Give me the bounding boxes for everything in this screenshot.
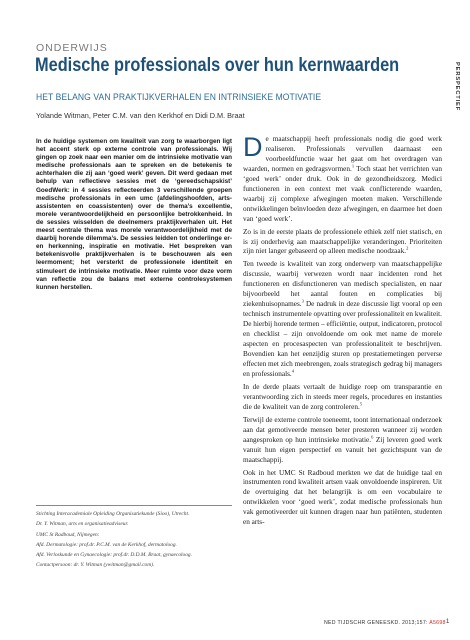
body-paragraph bbox=[243, 260, 442, 379]
side-tag: PERSPECTIEF bbox=[454, 62, 460, 112]
journal-citation bbox=[324, 620, 446, 626]
abstract: In de huidige systemen om kwaliteit van zorg te waarborgen ligt het accent sterk op externe controle van professionals. Wij gingen op zoek naar een manier om de intrinsieke motivatie van medische professionals aan te spreken en de betekenis te achterhalen die zij aan ‘goed werk’ geven. Dit werd gedaan met behulp van reflectieve sessies met de ‘gereedschapskist’ GoedWerk: in 4 sessies reflecteerden 3 verschillende groepen medische professionals in een umc (afdelingshoofden, arts-assistenten en coassistenten) over de thema’s excellentie, morele verantwoordelijkheid en persoonlijke betrokkenheid. In de sessies wisselden de deelnemers praktijkverhalen uit. Het meest centrale thema was morele verantwoordelijkheid met de daarbij horende dilemma’s. De sessies leidden tot onderlinge er- en herkenning, inspiratie en motivatie. Het bespreken van betekenisvolle praktijkverhalen is te beschouwen als een leermoment; het versterkt de professionele identiteit en stimuleert de intrinsieke motivatie. Meer ruimte voor deze vorm van reflectie zou de balans met externe controlesystemen kunnen herstellen. bbox=[36, 138, 232, 291]
body-paragraph bbox=[243, 469, 442, 529]
body-paragraph bbox=[243, 383, 442, 413]
footnote-affiliation: Stichting Interacademiale Opleiding Organisatiekunde (Sioo), Utrecht. bbox=[36, 511, 190, 517]
article-code: A5698 bbox=[429, 620, 446, 626]
paragraph-text: In de derde plaats vertaalt de huidige roep om transparantie en verantwoording zich in steeds meer regels, procedures en instanties die de kwaliteit van de zorg controleren. bbox=[243, 382, 442, 411]
paragraph-text-tail: Toch staat het verrichten van ‘goed werk’ onder druk. Ook in de gezondheidszorg. Medici functioneren in een context met vaak conflicterende waarden, waarbij zij complexe afwegingen moeten maken. Verschillende ontwikkelingen beïnvloeden deze afwegingen, en daarmee het doen van ‘goed werk’. bbox=[243, 164, 442, 223]
paragraph-text: Ten tweede is kwaliteit van zorg onderwerp van maatschappelijke discussie, waarbij verwezen wordt naar incidenten rond het functioneren en disfunctioneren van medisch specialisten, en naar bijvoorbeeld het aantal fouten en complicaties bij ziekenhuisopnames. bbox=[243, 260, 442, 309]
article-subtitle: HET BELANG VAN PRAKTIJKVERHALEN EN INTRINSIEKE MOTIVATIE bbox=[36, 92, 322, 103]
reference-marker: 6 bbox=[371, 434, 374, 440]
body-text bbox=[243, 132, 442, 531]
footnotes bbox=[36, 509, 232, 571]
reference-marker: 3 bbox=[301, 298, 304, 304]
footnote-author-3: Afd. Verloskunde en Gynaecologie: prof.dr. D.D.M. Braat, gynaecoloog. bbox=[36, 552, 192, 559]
footnote-affiliation-umc: UMC St Radboud, Nijmegen: bbox=[36, 531, 100, 538]
paragraph-text: Zo is in de eerste plaats de professionele ethiek zelf niet statisch, en is zij onderhevig aan maatschappelijke veranderingen. Prioriteiten zijn niet langer gebaseerd op alleen medische noodzaak. bbox=[243, 227, 442, 256]
paragraph-text: Terwijl de externe controle toeneemt, toont internationaal onderzoek aan dat gemotiveerde mensen beter presteren wanneer zij worden aangesproken op hun intrinsieke motivatie. bbox=[243, 415, 442, 444]
paragraph-text-tail: Zij leveren goed werk vanuit hun eigen perspectief en vanuit het gezichtspunt van de maatschappij. bbox=[243, 435, 442, 464]
body-paragraph bbox=[243, 228, 442, 258]
drop-cap: D bbox=[243, 132, 263, 162]
page-number: 1 bbox=[446, 619, 450, 625]
article-title: Medische professionals over hun kernwaarden bbox=[35, 55, 400, 76]
body-paragraph bbox=[243, 132, 442, 225]
body-paragraph bbox=[243, 416, 442, 466]
paragraph-text: e maatschappij heeft professionals nodig die goed werk realiseren. Professionals vervullen daarnaast een voorbeeldfunctie waar het gaat om het overdragen van waarden, normen en gedragsvormen. bbox=[243, 135, 442, 173]
paragraph-text: Ook in het UMC St Radboud merkten we dat de huidige taal en instrumenten rond kwaliteit artsen vaak onvoldoende inspireren. Uit de overtuiging dat het belangrijk is om een vocabulaire te ontwikkelen voor ‘goed werk’, zodat medische professionals hun vak gemotiveerder uit kunnen dragen naar hun patiënten, studenten en arts- bbox=[243, 468, 442, 527]
reference-marker: 4 bbox=[291, 368, 294, 374]
footnote-divider bbox=[36, 505, 232, 506]
footnote-contact: Contactpersoon: dr. Y. Witman (ywitman@gmail.com). bbox=[36, 562, 155, 569]
footnote-author-2: Afd. Dermatologie: prof.dr. P.C.M. van de Kerkhof, dermatoloog. bbox=[36, 541, 177, 548]
footnote-author-1: Dr. Y. Witman, arts en organisatieadviseur. bbox=[36, 521, 129, 528]
author-list: Yolande Witman, Peter C.M. van den Kerkhof en Didi D.M. Braat bbox=[36, 111, 245, 120]
paragraph-text-tail: De nadruk in deze discussie ligt vooral op een technisch instrumentele opvatting over professionaliteit en kwaliteit. De hierbij horende termen – efficiëntie, output, indicatoren, protocol en checklist – zijn onvoldoende om ook met name de morele aspecten en procesaspecten van professionaliteit te beschrijven. Bovendien kan het eenzijdig sturen op prestatiemetingen perverse effecten met zich meebrengen, zoals strategisch gedrag bij managers en professionals. bbox=[243, 300, 442, 378]
reference-marker: 2 bbox=[406, 246, 409, 252]
journal-name: NED TIJDSCHR GENEESKD. 2013;157: bbox=[324, 620, 430, 626]
reference-marker: 1 bbox=[351, 163, 355, 169]
reference-marker: 5 bbox=[359, 401, 363, 407]
section-label: ONDERWIJS bbox=[36, 42, 108, 54]
